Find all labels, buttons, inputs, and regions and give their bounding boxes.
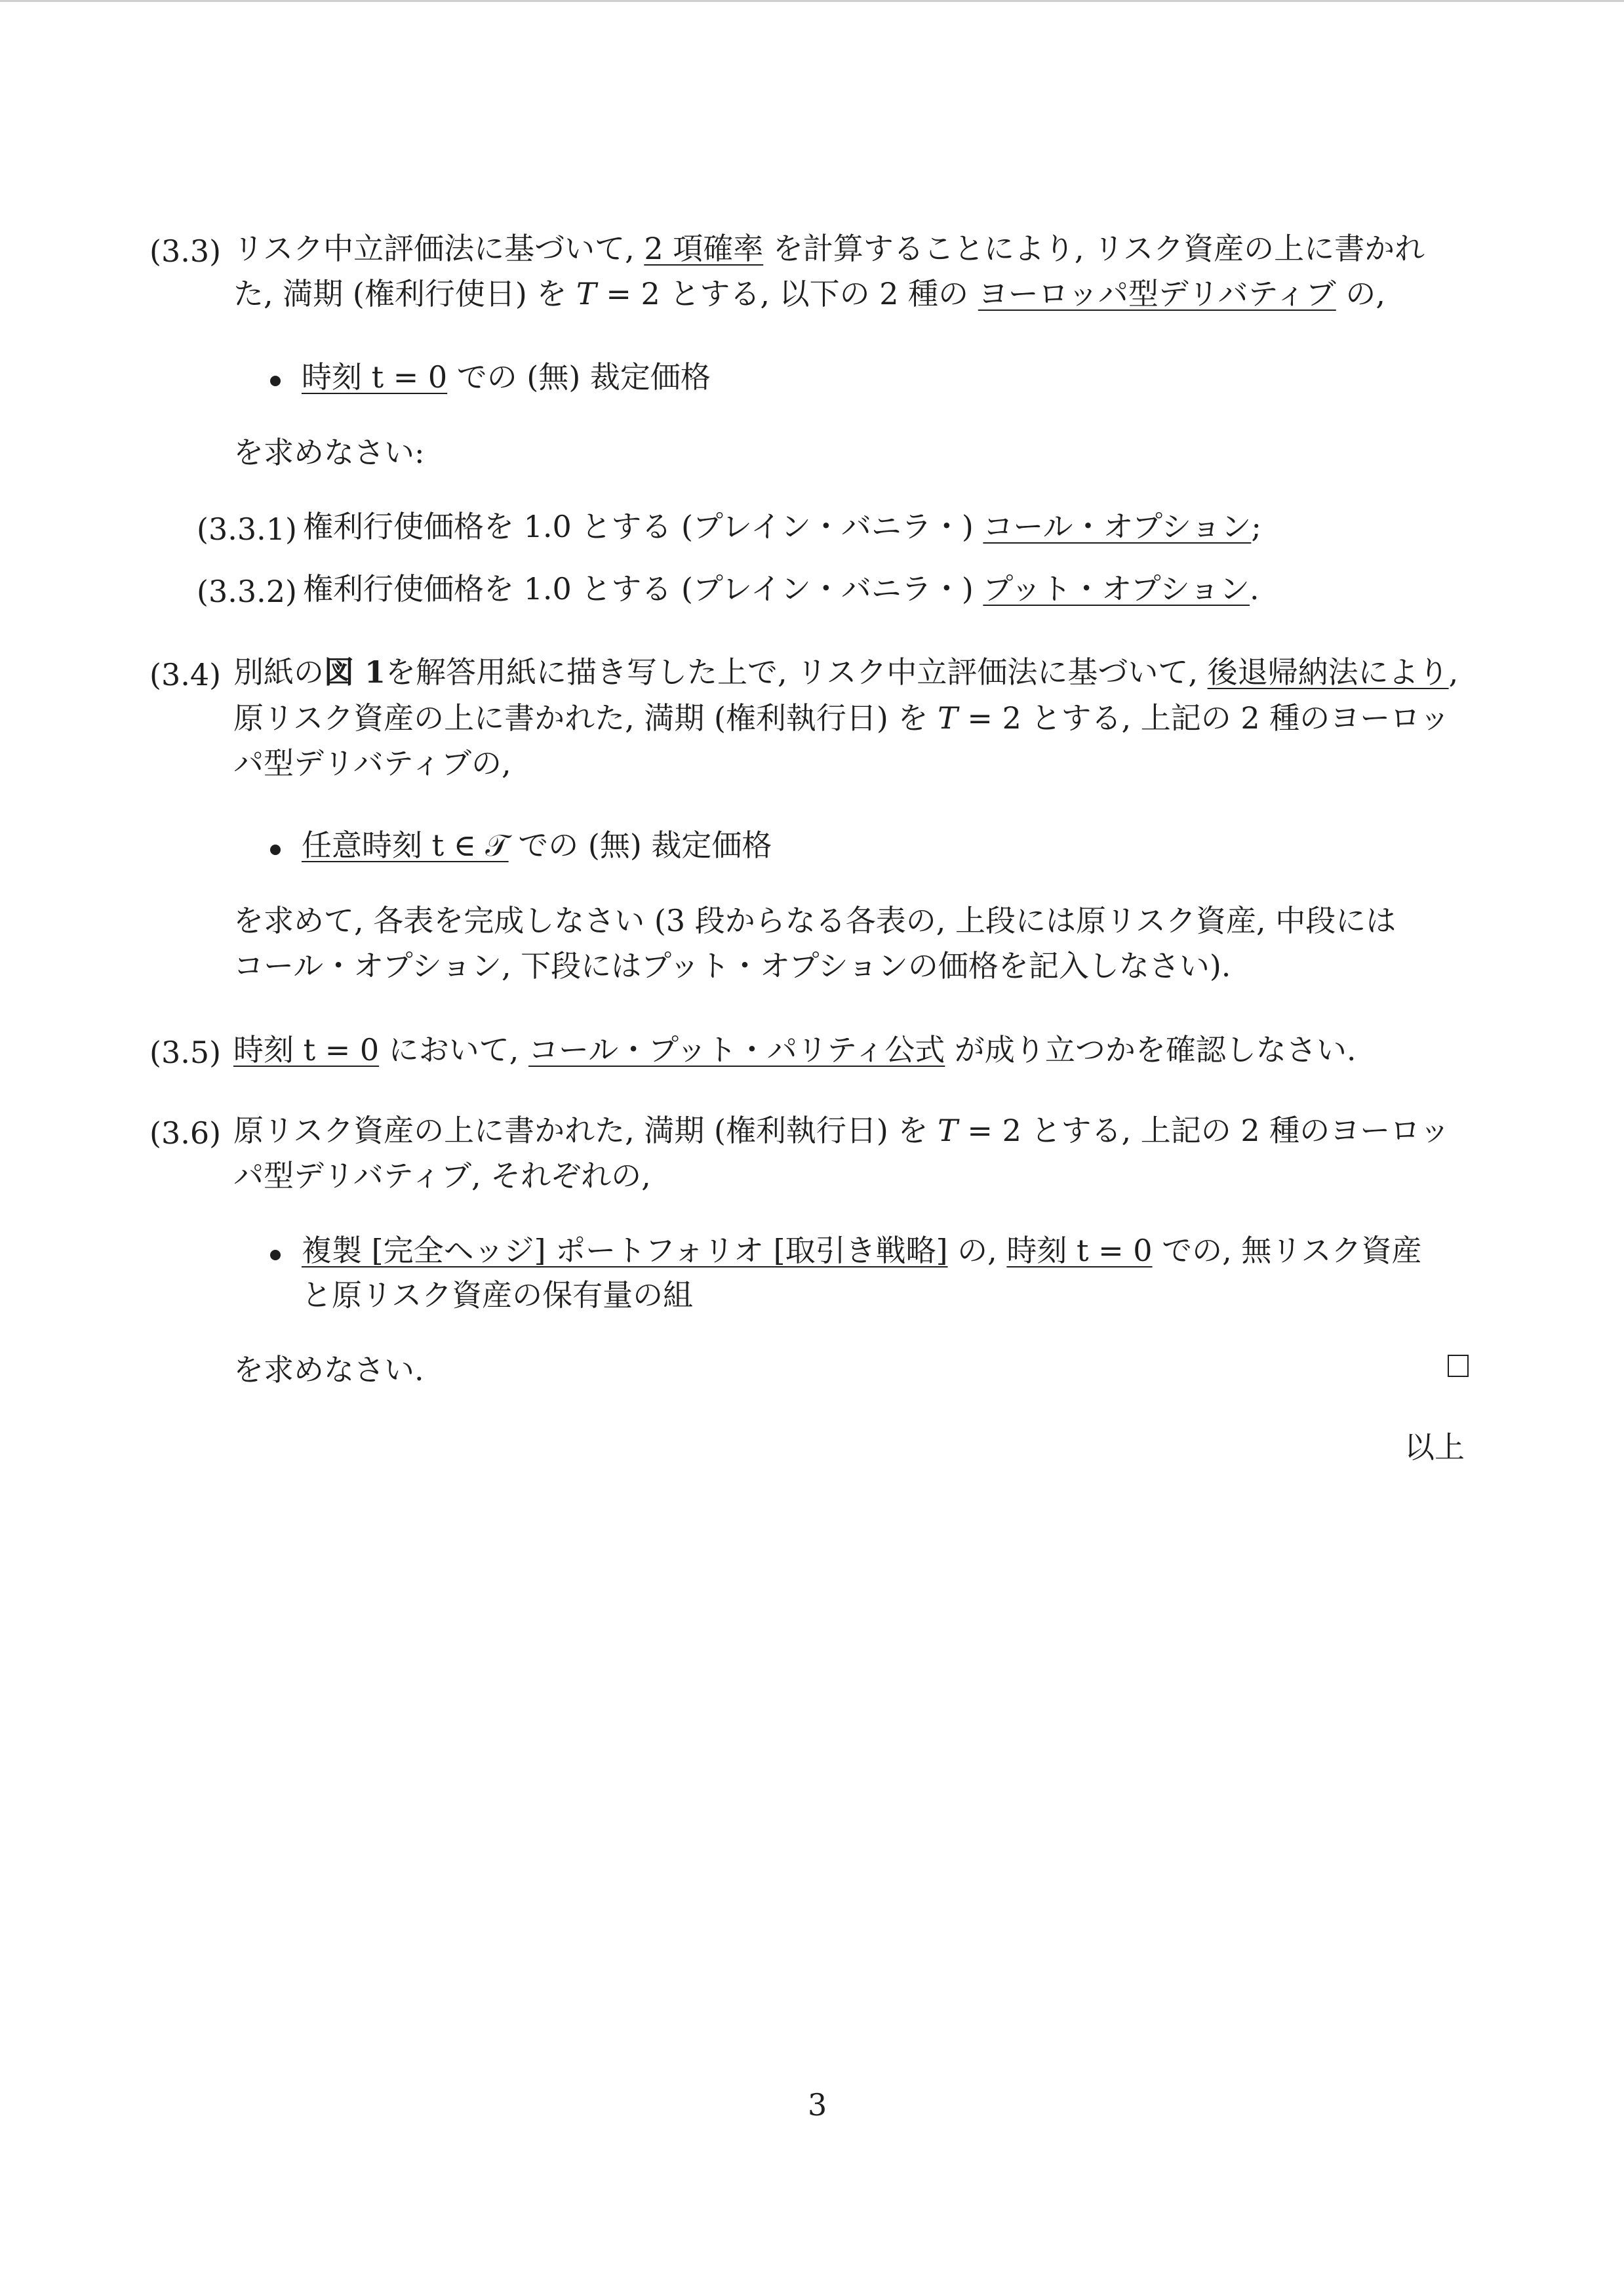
underlined-term: 時刻 t = 0 [233, 1032, 380, 1068]
text: 原リスク資産の上に書かれた, 満期 (権利執行日) を [233, 1113, 938, 1148]
text: 別紙の [233, 654, 324, 690]
question-3-6-line-2: パ型デリバティブ, それぞれの, [233, 1158, 651, 1193]
question-3-4-number: (3.4) [149, 657, 222, 692]
question-3-6-bullet-line-1 [302, 1233, 1422, 1269]
scan-edge-line [0, 0, 1624, 2]
question-3-6-number: (3.6) [149, 1115, 222, 1151]
text: = 2 とする, 上記の 2 種のヨーロッ [957, 700, 1450, 736]
question-3-4-ask-line-2: コール・オプション, 下段にはプット・オプションの価格を記入しなさい). [233, 948, 1231, 984]
underlined-term: 時刻 t = 0 [302, 359, 448, 395]
bullet-point [270, 845, 281, 855]
text: を計算することにより, リスク資産の上に書かれ [763, 231, 1425, 266]
text: 権利行使価格を 1.0 とする (プレイン・バニラ・) [303, 571, 983, 607]
text: 原リスク資産の上に書かれた, 満期 (権利執行日) を [233, 700, 938, 736]
text: , [1448, 654, 1459, 690]
underlined-term: 2 項確率 [644, 231, 764, 266]
text: が成り立つかを確認しなさい. [945, 1032, 1357, 1068]
question-3-3-ask: を求めなさい: [233, 435, 425, 470]
math-variable: T [576, 276, 597, 311]
question-3-6-line-1 [233, 1113, 1450, 1149]
bullet-point [270, 376, 281, 386]
question-3-6-bullet-line-2: と原リスク資産の保有量の組 [302, 1277, 694, 1313]
underlined-term: 後退帰納法により [1207, 654, 1449, 690]
question-3-3-2-text [303, 571, 1259, 607]
text: リスク中立評価法に基づいて, [233, 231, 644, 266]
question-3-3-line-2 [233, 276, 1385, 312]
text: での, 無リスク資産 [1152, 1233, 1422, 1268]
question-3-3-bullet [302, 359, 711, 395]
underlined-term: 時刻 t = 0 [1006, 1233, 1153, 1268]
question-3-4-ask-line-1: を求めて, 各表を完成しなさい (3 段からなる各表の, 上段には原リスク資産, 中段には [233, 903, 1396, 938]
text: において, [379, 1032, 529, 1068]
question-3-5-text [233, 1032, 1357, 1068]
underlined-term: 任意時刻 t ∈ 𝒯 [302, 828, 509, 863]
underlined-term: プット・オプション [983, 571, 1250, 607]
underlined-term: ヨーロッパ型デリバティブ [978, 276, 1336, 311]
question-3-3-2-number: (3.3.2) [197, 574, 297, 609]
text: での (無) 裁定価格 [508, 828, 772, 863]
question-3-3-line-1 [233, 231, 1425, 267]
text: ; [1251, 509, 1261, 544]
question-3-4-line-2 [233, 700, 1450, 736]
question-3-3-1-number: (3.3.1) [197, 511, 297, 547]
end-text: 以上 [1404, 1429, 1465, 1465]
text: の, [1336, 276, 1386, 311]
page-number: 3 [808, 2087, 827, 2123]
text: を解答用紙に描き写した上で, リスク中立評価法に基づいて, [386, 654, 1208, 690]
bullet-point [270, 1250, 281, 1260]
end-of-proof-square [1448, 1355, 1469, 1377]
text: = 2 とする, 上記の 2 種のヨーロッ [957, 1113, 1450, 1148]
underlined-term: コール・プット・パリティ公式 [528, 1032, 945, 1068]
math-variable: T [938, 1113, 958, 1148]
underlined-term: 複製 [完全ヘッジ] ポートフォリオ [取引き戦略] [302, 1233, 948, 1268]
text: 権利行使価格を 1.0 とする (プレイン・バニラ・) [303, 509, 983, 544]
question-3-6-ask: を求めなさい. [233, 1352, 424, 1387]
question-3-4-line-3: パ型デリバティブの, [233, 746, 511, 781]
text: の, [947, 1233, 1007, 1268]
text: = 2 とする, 以下の 2 種の [596, 276, 978, 311]
question-3-4-bullet [302, 828, 772, 864]
question-3-3-1-text [303, 509, 1261, 545]
underlined-term: コール・オプション [983, 509, 1252, 544]
question-3-4-line-1 [233, 654, 1458, 690]
question-3-5-number: (3.5) [149, 1035, 222, 1070]
figure-reference: 図 1 [324, 654, 386, 690]
math-variable: T [938, 700, 958, 736]
text: . [1250, 571, 1259, 607]
question-3-3-number: (3.3) [149, 233, 222, 269]
text: た, 満期 (権利行使日) を [233, 276, 577, 311]
text: での (無) 裁定価格 [447, 359, 711, 395]
